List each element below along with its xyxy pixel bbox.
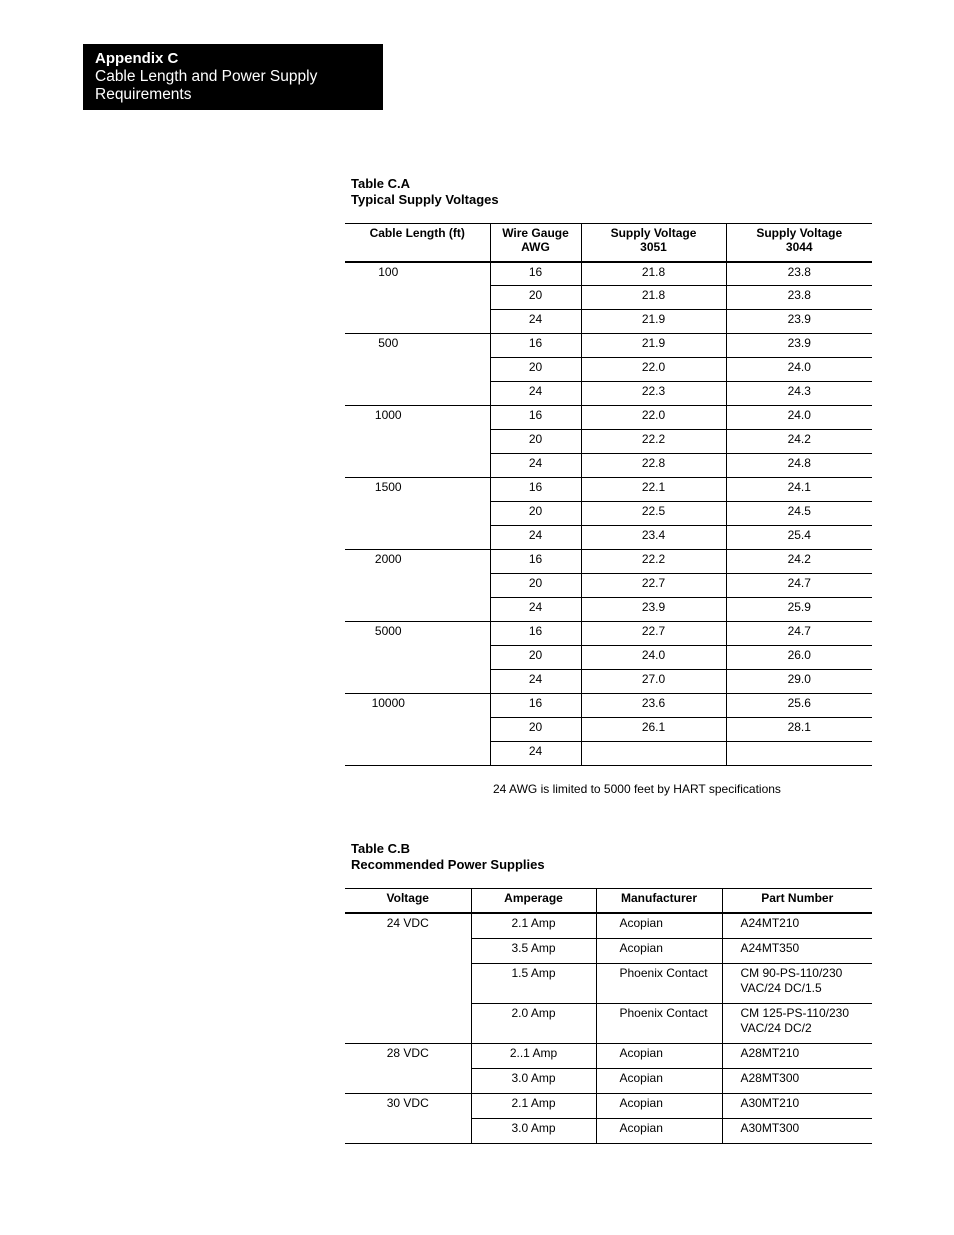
voltage-3044-cell: 25.4 (726, 526, 872, 550)
table-a-body (345, 262, 872, 766)
table-a-number: Table C.A (351, 176, 410, 191)
wire-gauge-cell: 24 (490, 382, 581, 406)
voltage-3044-cell: 24.2 (726, 550, 872, 574)
voltage-cell: 28 VDC (345, 1043, 471, 1093)
amperage-cell: 2.1 Amp (471, 1093, 596, 1118)
voltage-3044-cell: 23.9 (726, 310, 872, 334)
voltage-3044-cell: 25.6 (726, 694, 872, 718)
table-a-title: Typical Supply Voltages (351, 192, 499, 207)
amperage-cell: 2.1 Amp (471, 913, 596, 939)
voltage-3044-cell: 24.7 (726, 622, 872, 646)
voltage-3044-cell: 23.8 (726, 262, 872, 286)
table-a-header-row (345, 224, 872, 262)
table-row (345, 694, 872, 718)
table-b-header-row (345, 889, 872, 913)
wire-gauge-cell: 16 (490, 550, 581, 574)
table-row (345, 406, 872, 430)
col-manufacturer: Manufacturer (596, 889, 722, 913)
voltage-3044-cell: 28.1 (726, 718, 872, 742)
col-supply-voltage-3051: Supply Voltage 3051 (581, 224, 726, 262)
voltage-3044-cell: 24.2 (726, 430, 872, 454)
manufacturer-cell: Acopian (596, 938, 722, 963)
part-number-line2: VAC/24 DC/2 (740, 1020, 812, 1035)
table-b-caption (351, 841, 545, 873)
table-row (345, 622, 872, 646)
voltage-3044-cell: 24.5 (726, 502, 872, 526)
voltage-3044-cell: 26.0 (726, 646, 872, 670)
voltage-3051-cell: 23.6 (581, 694, 726, 718)
voltage-3044-cell: 23.8 (726, 286, 872, 310)
table-row (345, 913, 872, 939)
manufacturer-cell: Acopian (596, 1093, 722, 1118)
voltage-3051-cell: 22.1 (581, 478, 726, 502)
table-row (345, 1043, 872, 1068)
voltage-cell: 30 VDC (345, 1093, 471, 1143)
col-supply-voltage-3044: Supply Voltage 3044 (726, 224, 872, 262)
part-number-line1: A24MT210 (740, 915, 800, 930)
voltage-3051-cell: 21.8 (581, 262, 726, 286)
voltage-3044-cell: 24.0 (726, 358, 872, 382)
cable-length-cell: 5000 (345, 622, 490, 694)
part-number-cell (722, 1093, 872, 1118)
voltage-3044-cell: 25.9 (726, 598, 872, 622)
amperage-cell: 1.5 Amp (471, 963, 596, 1003)
col-voltage: Voltage (345, 889, 471, 913)
voltage-cell: 24 VDC (345, 913, 471, 1044)
amperage-cell: 3.5 Amp (471, 938, 596, 963)
appendix-title-line1: Cable Length and Power Supply (95, 68, 318, 85)
wire-gauge-cell: 24 (490, 310, 581, 334)
appendix-header (83, 44, 383, 110)
table-row (345, 550, 872, 574)
wire-gauge-cell: 16 (490, 334, 581, 358)
wire-gauge-cell: 16 (490, 622, 581, 646)
part-number-cell (722, 913, 872, 939)
voltage-3051-cell: 27.0 (581, 670, 726, 694)
wire-gauge-cell: 16 (490, 262, 581, 286)
voltage-3044-cell: 24.8 (726, 454, 872, 478)
wire-gauge-cell: 20 (490, 718, 581, 742)
voltage-3051-cell: 24.0 (581, 646, 726, 670)
wire-gauge-cell: 20 (490, 646, 581, 670)
voltage-3051-cell (581, 742, 726, 766)
voltage-3051-cell: 21.9 (581, 310, 726, 334)
wire-gauge-cell: 24 (490, 526, 581, 550)
appendix-title-line2: Requirements (95, 86, 192, 103)
wire-gauge-cell: 20 (490, 430, 581, 454)
voltage-3051-cell: 22.2 (581, 430, 726, 454)
amperage-cell: 3.0 Amp (471, 1068, 596, 1093)
voltage-3051-cell: 22.3 (581, 382, 726, 406)
part-number-line2: VAC/24 DC/1.5 (740, 980, 822, 995)
table-b-number: Table C.B (351, 841, 410, 856)
voltage-3051-cell: 21.9 (581, 334, 726, 358)
table-row (345, 1093, 872, 1118)
voltage-3051-cell: 23.4 (581, 526, 726, 550)
part-number-cell (722, 1118, 872, 1143)
table-row (345, 334, 872, 358)
part-number-line1: A30MT300 (740, 1120, 800, 1135)
supply-voltage-table (345, 223, 872, 766)
wire-gauge-cell: 20 (490, 286, 581, 310)
manufacturer-cell: Phoenix Contact (596, 1003, 722, 1043)
voltage-3051-cell: 22.0 (581, 406, 726, 430)
part-number-cell (722, 1068, 872, 1093)
voltage-3044-cell (726, 742, 872, 766)
voltage-3051-cell: 22.2 (581, 550, 726, 574)
manufacturer-cell: Acopian (596, 1043, 722, 1068)
manufacturer-cell: Acopian (596, 1068, 722, 1093)
manufacturer-cell: Phoenix Contact (596, 963, 722, 1003)
part-number-cell (722, 1003, 872, 1043)
col-cable-length: Cable Length (ft) (345, 224, 490, 262)
cable-length-cell: 1000 (345, 406, 490, 478)
wire-gauge-cell: 20 (490, 574, 581, 598)
amperage-cell: 2.0 Amp (471, 1003, 596, 1043)
voltage-3044-cell: 24.3 (726, 382, 872, 406)
table-b-title: Recommended Power Supplies (351, 857, 545, 872)
voltage-3051-cell: 22.0 (581, 358, 726, 382)
col-wire-gauge: Wire Gauge AWG (490, 224, 581, 262)
part-number-cell (722, 963, 872, 1003)
appendix-label: Appendix C (95, 50, 179, 67)
wire-gauge-cell: 16 (490, 406, 581, 430)
amperage-cell: 3.0 Amp (471, 1118, 596, 1143)
table-a-caption (351, 176, 499, 208)
wire-gauge-cell: 24 (490, 454, 581, 478)
voltage-3044-cell: 24.0 (726, 406, 872, 430)
manufacturer-cell: Acopian (596, 1118, 722, 1143)
wire-gauge-cell: 24 (490, 742, 581, 766)
wire-gauge-cell: 20 (490, 358, 581, 382)
col-amperage: Amperage (471, 889, 596, 913)
wire-gauge-cell: 16 (490, 694, 581, 718)
part-number-line1: CM 90-PS-110/230 (740, 965, 843, 980)
voltage-3051-cell: 22.5 (581, 502, 726, 526)
voltage-3051-cell: 23.9 (581, 598, 726, 622)
table-b-body (345, 913, 872, 1144)
cable-length-cell: 100 (345, 262, 490, 334)
part-number-line1: A28MT210 (740, 1045, 800, 1060)
cable-length-cell: 2000 (345, 550, 490, 622)
cable-length-cell: 1500 (345, 478, 490, 550)
voltage-3044-cell: 29.0 (726, 670, 872, 694)
part-number-cell (722, 938, 872, 963)
manufacturer-cell: Acopian (596, 913, 722, 939)
part-number-line1: A24MT350 (740, 940, 800, 955)
voltage-3044-cell: 23.9 (726, 334, 872, 358)
wire-gauge-cell: 20 (490, 502, 581, 526)
part-number-cell (722, 1043, 872, 1068)
table-row (345, 262, 872, 286)
part-number-line1: CM 125-PS-110/230 (740, 1005, 850, 1020)
wire-gauge-cell: 16 (490, 478, 581, 502)
voltage-3051-cell: 26.1 (581, 718, 726, 742)
voltage-3044-cell: 24.1 (726, 478, 872, 502)
power-supplies-table (345, 888, 872, 1144)
table-row (345, 478, 872, 502)
cable-length-cell: 10000 (345, 694, 490, 766)
wire-gauge-cell: 24 (490, 670, 581, 694)
voltage-3051-cell: 22.7 (581, 622, 726, 646)
voltage-3051-cell: 22.7 (581, 574, 726, 598)
voltage-3051-cell: 22.8 (581, 454, 726, 478)
col-part-number: Part Number (722, 889, 872, 913)
amperage-cell: 2..1 Amp (471, 1043, 596, 1068)
table-a-footnote: 24 AWG is limited to 5000 feet by HART specifications (493, 782, 781, 796)
voltage-3044-cell: 24.7 (726, 574, 872, 598)
wire-gauge-cell: 24 (490, 598, 581, 622)
cable-length-cell: 500 (345, 334, 490, 406)
part-number-line1: A28MT300 (740, 1070, 800, 1085)
part-number-line1: A30MT210 (740, 1095, 800, 1110)
voltage-3051-cell: 21.8 (581, 286, 726, 310)
